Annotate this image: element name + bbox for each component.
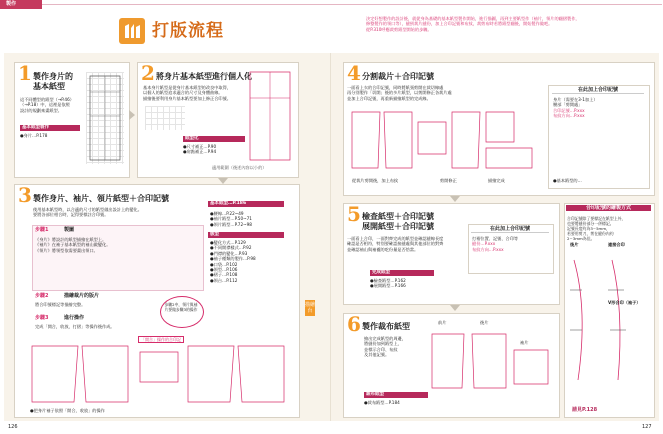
step3-side-bar1: 基本紙型…P.186	[208, 201, 284, 207]
step4-desc-line: 並加上合印記號，再重新描繪紙型的完成線。	[347, 95, 431, 101]
step3-desc-line: 使用基本紙型時，以合適的尺寸的紙型做出設計上的變化。	[33, 207, 142, 212]
step2-title: 將身片基本紙型進行個人化	[156, 72, 252, 81]
step3-sub1-title: 製圖	[64, 227, 75, 233]
step3-side-item: ●袖子種類的製作…P.98	[210, 256, 256, 262]
step3-pattern-drawings	[28, 342, 290, 406]
step3-sub3-label: 步驟3	[35, 315, 49, 321]
intro-text	[366, 16, 648, 32]
header-tab-label: 製作	[6, 1, 17, 7]
step5-item: ●檢查紙型…P.162	[370, 278, 406, 283]
step5-item: ●展開紙型…P.166	[370, 283, 406, 289]
intro-line: 修整製作的領口等），縫紉裁片縫份，加上合印記號和布紋，裁剪布時若將紙型翻後，開始製作做吧。	[366, 21, 553, 27]
step4-side-item: 合印記號…P.xxx	[553, 107, 585, 113]
arrow-5-6	[450, 305, 460, 311]
step3-sub2-label: 步驟2	[35, 293, 49, 299]
step6-item: ●裁布紙型…P.184	[364, 400, 400, 405]
step1-item: ●身片…P.178	[20, 133, 48, 138]
step6-number: 6	[347, 312, 361, 336]
step1-desc-line: 設計的規劃來畫紙型。	[20, 107, 62, 113]
right-panel-desc	[567, 216, 651, 241]
step3-side-item: ●不同開襟樣式…P.92	[210, 245, 252, 251]
step1-desc-line: （→P.18）中，這裡是依照	[20, 102, 70, 108]
step4-side-item: 身片（需要在3-1加上）	[553, 97, 598, 102]
step1-desc-line: 這不同體型的紙型（→P.46）	[20, 97, 74, 102]
intro-line: 從P.310呼應裁剪紙型開始的步驟。	[366, 26, 432, 32]
step3-side-items1	[210, 211, 252, 227]
step6-label-front: 前片	[438, 320, 447, 325]
step1-title-line2: 基本紙型	[33, 82, 65, 91]
step5-desc-line: 確認是否相符，特別要確認接縫處與其他部位的對齊	[347, 241, 444, 247]
step3-bubble	[160, 296, 204, 328]
step4-pattern-drawings	[348, 108, 536, 174]
pattern-tools-icon	[119, 18, 145, 44]
page-spine	[330, 53, 331, 421]
title-icon	[119, 18, 145, 44]
step3-title: 製作身片、袖片、領片紙型＋合印記號	[33, 194, 169, 203]
step3-sub2-desc: 將合印號標記等描繪完整。	[35, 302, 86, 307]
step4-caption3: 描繪完成	[488, 178, 505, 183]
step1-pattern-drawing	[86, 72, 124, 164]
step1-number: 1	[18, 61, 32, 85]
step3-side-item: ●領片紙型…P.72~98	[210, 221, 252, 227]
step4-side-items	[553, 97, 645, 119]
step3-side-item: ●袖片紙型…P.50~71	[210, 216, 252, 222]
step4-side-note: ●基本紙型的…	[553, 178, 582, 183]
step5-bar: 完成紙型	[370, 270, 434, 276]
step5-side-item: 縫份…P.xxx	[472, 241, 496, 247]
page-number-left: 126	[8, 424, 18, 430]
step6-desc-line: 繪出完成紙型的周邊，	[364, 336, 406, 341]
right-panel-diagram	[568, 250, 650, 390]
step5-number: 5	[347, 202, 361, 226]
right-panel-desc-line: 2~3mm為佳。	[567, 236, 595, 241]
step3-side-item: ●領型…P.106	[210, 267, 238, 273]
step2-desc-line: 基本身片紙型是從身片基本紙型的改良中取得，	[143, 85, 231, 90]
step5-title-line1: 檢查紙型＋合印記號	[362, 212, 434, 221]
step3-side-items2	[210, 240, 256, 283]
step5-desc-line: 並確認袖山與袖襱的吃份量是否恰當。	[347, 246, 419, 252]
right-panel-title: 合印記號的繪製方式	[566, 205, 651, 211]
step6-desc-line: 將縫份加到紙型上，	[364, 341, 402, 347]
step3-sub3-title: 進行操作	[64, 315, 85, 321]
right-panel-footer: 請見P.128	[572, 407, 598, 413]
step3-desc-line: 要將各部位相合時，記得要標註合印號。	[33, 212, 109, 218]
step5-title-line2: 展開紙型＋合印記號	[362, 222, 434, 231]
step2-pattern-drawing	[246, 68, 294, 164]
step4-side-item: 布紋方向…P.xxx	[553, 113, 585, 119]
step5-desc	[347, 236, 465, 252]
step2-bar: 紙型化	[183, 136, 245, 142]
step2-desc-line: 以個人的紙型追求適合的尺寸及身體曲線。	[143, 90, 223, 96]
right-panel-desc-line: 也要將縫份部分一併標記。	[567, 221, 614, 226]
step6-pattern-drawings	[428, 330, 554, 392]
step3-sub2-title: 描繪裁片的版片	[64, 293, 100, 299]
page-number-right: 127	[642, 424, 652, 430]
step3-bubble-text: 步驟2中，領片與袖片要做步驟3的操作	[164, 302, 198, 312]
step2-item: ●尺寸補正…P.90	[183, 144, 217, 149]
step4-desc-line: 再分別製作「切開」後的多片紙型，以剪開修正各裁片處	[347, 90, 452, 96]
intro-line: 決定好想製作的設計後，就從身為基礎的基本紙型製作開始，進行描圖，再到主要紙型作（袖片，領片的翻摺製作，	[366, 16, 580, 21]
step3-side-item: ●褶子…P.108	[210, 272, 238, 278]
step4-title: 分割裁片＋合印記號	[362, 72, 434, 81]
step3-side-item: ●門襟的變化…P.93	[210, 250, 248, 256]
right-panel-tag: 連接合印	[608, 242, 625, 247]
header-line	[42, 4, 662, 5]
step4-caption2: 剪開修正	[440, 178, 457, 183]
step3-vertical-tag: 描繪台	[305, 302, 316, 314]
step5-side-item: 打褶位置、記號、合印等	[472, 236, 519, 241]
step6-desc-line: 並標示合印、布紋	[364, 346, 398, 352]
step2-items	[183, 144, 216, 155]
step3-number: 3	[18, 183, 32, 207]
step6-desc	[364, 336, 424, 358]
step3-bottom-tag: 「開合」操作的合印記	[138, 336, 184, 343]
right-panel-tag: 後片	[570, 242, 579, 247]
step4-desc	[347, 85, 532, 101]
step3-sub1-item: 《身片》將設計的紙型描繪在紙型上。	[35, 237, 107, 242]
step6-desc-line: 及其他記號。	[364, 352, 390, 358]
step3-sub1-item: 《袖片》在袖子基本紙型的袖山做變化。	[35, 242, 111, 248]
step1-title-line1: 製作身片的	[33, 72, 73, 81]
step6-label-back: 後片	[480, 320, 489, 325]
step2-number: 2	[141, 61, 155, 85]
arrow-1-2	[129, 110, 135, 120]
step6-label-sleeve: 袖片	[520, 340, 529, 345]
step4-side-title: 在此加上合印記號	[552, 87, 644, 94]
step5-side-items	[472, 236, 550, 252]
step3-sub3-desc: 完成「開合，收放，打摺」等操作後作成。	[35, 324, 115, 329]
step3-side-item: ●口袋…P.102	[210, 261, 238, 267]
step3-footer-note: ●把身片袖子依照「開合，收放」的操作	[30, 408, 105, 413]
step6-bar: 裁布紙型	[364, 392, 428, 398]
step3-side-item: ●變化方式…P.129	[210, 240, 246, 245]
right-panel-desc-line: 記號長度約為3~5mm，	[567, 226, 611, 231]
step5-side-title: 在此加上合印記號	[471, 226, 549, 233]
step2-desc	[143, 85, 243, 101]
step4-desc-line: 一面看上衣的合印記號，同時將紙張剪開在裁切線處	[347, 85, 444, 90]
step3-sub1-item: 《領片》將領型依需要畫出領口。	[35, 247, 98, 253]
step6-items	[364, 400, 400, 405]
step3-side-item: ●腰線…P.22~49	[210, 211, 244, 216]
step5-desc-line: 一面看上合印，一面對齊完成的紙型並確認縫線長度	[347, 236, 444, 241]
step4-number: 4	[347, 61, 361, 85]
step5-side-item: 布紋方向…P.xxx	[472, 246, 504, 252]
step4-caption1: 從裁片剪開後，加上布紋	[352, 178, 399, 183]
right-panel-desc-line: 合印記號除了要標記在紙型上外，	[567, 216, 626, 221]
step3-side-item: ●領台…P.112	[210, 277, 238, 283]
step3-desc	[33, 207, 193, 218]
step2-note: 適用範圍（後述內容以小的）	[212, 165, 267, 170]
step6-title: 製作裁布紙型	[362, 322, 410, 331]
step2-item: ●肩點補正…P.94	[183, 149, 217, 155]
step2-pattern-grid	[145, 106, 185, 130]
step1-desc	[20, 97, 82, 113]
page-title: 打版流程	[152, 21, 224, 41]
step4-side-item: 腰部「剪開處」	[553, 102, 583, 108]
step3-sub1-items	[35, 237, 197, 253]
step1-bar: 基本紙型製作	[20, 125, 80, 131]
step3-sub1-label: 步驟1	[35, 227, 49, 233]
arrow-4-5	[450, 196, 460, 202]
step2-desc-line: 描繪後要利用身片基本紙型要加上修正合印號。	[143, 95, 231, 101]
step3-sub1-box	[32, 225, 204, 291]
step3-side-bar2: 版型	[208, 232, 284, 238]
right-panel-desc-line: 若要用剪刀，剪在縫份內約	[567, 231, 614, 236]
step5-items	[370, 278, 406, 289]
right-panel-tag: V形合印（袖子）	[608, 300, 641, 305]
